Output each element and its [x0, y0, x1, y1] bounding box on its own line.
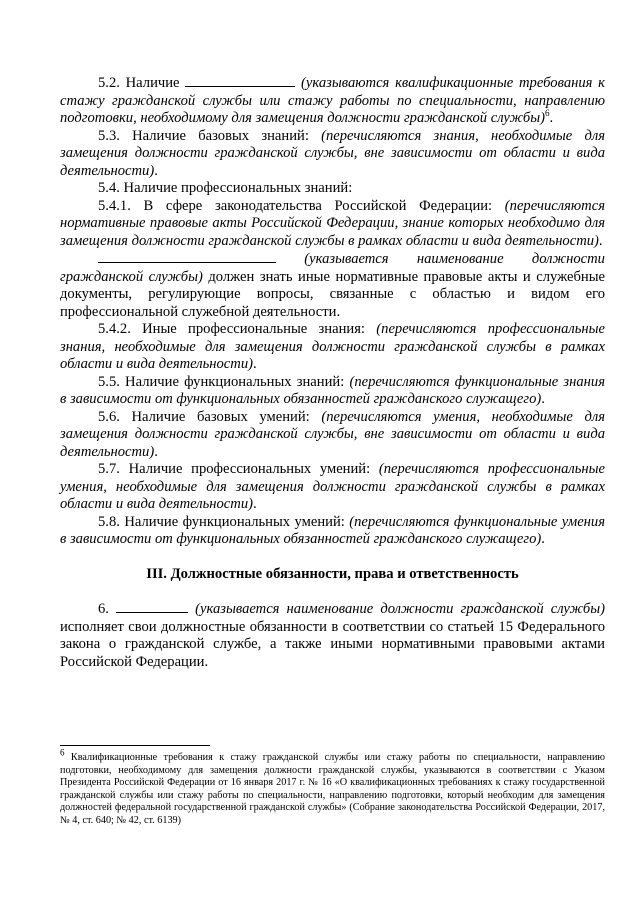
document-body [60, 74, 605, 671]
paragraph-6: 6. (указывается наименование должности гражданской службы) исполняет свои должностные обязанности в соответствии со статьей 15 Федерального закона о гражданской службе, а также иными нормативными правовыми актами Российской Федерации. [60, 601, 606, 670]
section-heading: III. Должностные обязанности, права и ответственность [146, 565, 519, 582]
paragraph-5-3: 5.3. Наличие базовых знаний: (перечисляются знания, необходимые для замещения должности гражданской службы, вне зависимости от области и вида деятельности). [60, 127, 605, 179]
paragraph-5-7: 5.7. Наличие профессиональных умений: (перечисляются профессиональные умения, необходимые для замещения должности гражданской службы в рамках области и вида деятельности). [60, 461, 605, 512]
footnote-text: Квалификационные требования к стажу гражданской службы или стажу работы по специальности, направлению подготовки, необходимому для замещения должности гражданской службы, указываются в соответствии с Указом Президента Российской Федерации от 16 января 2017 г. № 16 «О квалификационных требованиях к стажу государственной гражданской службы или стажу работы по специальности, направлению подготовки, который необходим для замещения должностей федеральной государственной гражданской службы» (Собрание законодательства Российской Федерации, 2017, № 4, ст. 640; № 42, ст. 6139) [60, 752, 606, 826]
paragraph-5-5: 5.5. Наличие функциональных знаний: (перечисляются функциональные знания в зависимости от функциональных обязанностей гражданского служащего). [60, 373, 605, 407]
footnote-mark: 6 [60, 747, 65, 758]
paragraph-5-4-1-b-line1: (указывается наименование должности [60, 250, 605, 269]
fill-in-blank [185, 74, 295, 87]
paragraph-5-4: 5.4. Наличие профессиональных знаний: [98, 180, 353, 196]
paragraph-5-2: 5.2. Наличие (указываются квалификационные требования к стажу гражданской службы или стажу работы по специальности, направлению подготовки, необходимому для замещения должности гражданской службы)$^6$. [60, 75, 606, 126]
paragraph-5-6: 5.6. Наличие базовых умений: (перечисляются умения, необходимые для замещения должности гражданской службы, вне зависимости от области и вида деятельности). [60, 408, 605, 460]
fill-in-blank [116, 600, 188, 613]
paragraph-5-4-1-b: гражданской службы) должен знать иные нормативные правовые акты и служебные документы, регулирующие вопросы, связанные с областью и видом его профессиональной служебной деятельности. [60, 268, 605, 320]
paragraph-5-4-1: 5.4.1. В сфере законодательства Российской Федерации: (перечисляются нормативные правовые акты Российской Федерации, знание которых необходимо для замещения должности гражданской службы в рамках области и вида деятельности). [60, 197, 605, 249]
footnote-ref: 6 [544, 108, 550, 119]
paragraph-5-8: 5.8. Наличие функциональных умений: (перечисляются функциональные умения в зависимости от функциональных обязанностей гражданского служащего). [60, 513, 605, 547]
paragraph-5-4-2: 5.4.2. Иные профессиональные знания: (перечисляются профессиональные знания, необходимые для замещения должности гражданской службы в рамках области и вида деятельности). [60, 321, 605, 372]
footnote [60, 747, 606, 828]
footnote-separator [60, 745, 210, 746]
fill-in-blank [98, 250, 276, 263]
